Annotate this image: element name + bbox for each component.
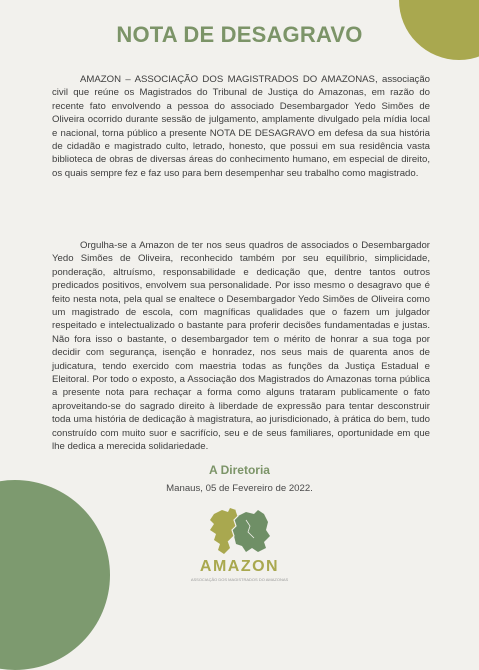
paragraph-2-container	[52, 239, 430, 454]
signature-title: A Diretoria	[209, 463, 270, 477]
paragraph-1-container	[52, 73, 430, 180]
logo-name: AMAZON	[199, 558, 280, 575]
association-logo	[0, 500, 479, 582]
amazon-map-logo-icon	[200, 500, 280, 560]
paragraph-1: AMAZON – ASSOCIAÇÃO DOS MAGISTRADOS DO AMAZONAS, associação civil que reúne os Magistrados do Tribunal de Justiça do Amazonas, em razão do recente fato envolvendo a pessoa do associado Desembargador Yedo Simões de Oliveira ocorrido durante sessão de julgamento, amplamente divulgado pela mídia local e nacional, torna público a presente NOTA DE DESAGRAVO em defesa da sua história de cidadão e magistrado culto, letrado, honesto, que possui em sua residência vasta biblioteca de obras de diversas áreas do conhecimento humano, em especial de direito, os quais sempre fez e faz uso para bem desempenhar seu trabalho como magistrado.	[52, 74, 430, 179]
date-line: Manaus, 05 de Fevereiro de 2022.	[166, 483, 313, 494]
paragraph-2: Orgulha-se a Amazon de ter nos seus quadros de associados o Desembargador Yedo Simões de Oliveira, reconhecido também por seu equilíbrio, simplicidade, ponderação, altruísmo, responsabilidade e dedicação que, dentre tantos outros predicados positivos, envolvem sua personalidade. Por isso mesmo o desagravo que é feito nesta nota, pela qual se enaltece o Desembargador Yedo Simões de Oliveira como um magistrado de escola, com magníficas qualidades que o fazem um julgador respeitado e intelectualizado o bastante para proferir decisões fundamentadas e justas. Não fora isso o bastante, o desembargador tem o mérito de honrar a sua toga por decidir com segurança, isenção e honradez, nos seus mais de quarenta anos de judicatura, tendo exercido com maestria todas as funções da Justiça Estadual e Eleitoral. Por todo o exposto, a Associação dos Magistrados do Amazonas torna pública a presente nota para rechaçar a forma como alguns trataram publicamente o fato aproveitando-se do sagrado direito à liberdade de expressão para tentar desconstruir toda uma história de dedicação à magistratura, ao jurisdicionado, à prática do bem, tudo construído com muito suor e sacrifício, seu e de seus familiares, oportunidade em que lhe dedica a merecida solidariedade.	[52, 240, 430, 453]
logo-subtitle: ASSOCIAÇÃO DOS MAGISTRADOS DO AMAZONAS	[190, 577, 289, 582]
page-title: NOTA DE DESAGRAVO	[116, 22, 363, 47]
